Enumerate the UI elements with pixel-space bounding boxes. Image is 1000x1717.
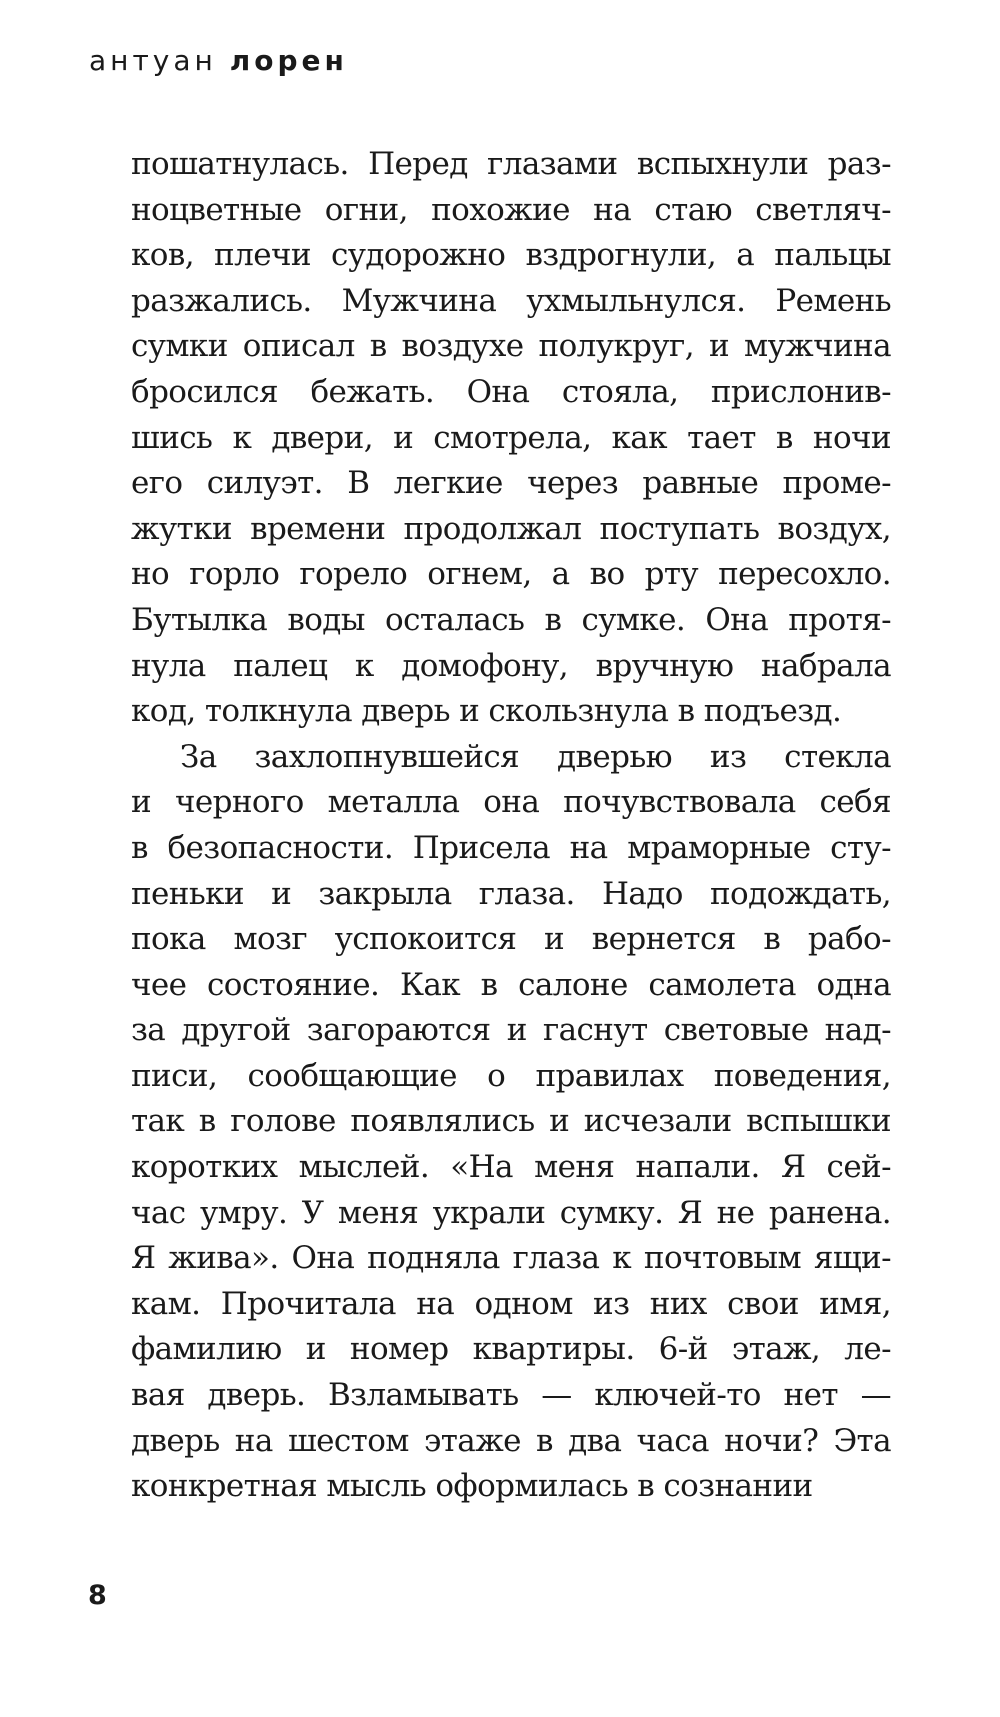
text-line: шись к двери, и смотрела, как тает в ночи <box>131 419 891 456</box>
text-line: писи, сообщающие о правилах поведения, <box>131 1057 891 1094</box>
author-last-name: лорен <box>229 44 348 77</box>
text-line: и черного металла она почувствовала себя <box>131 784 891 821</box>
running-header <box>89 44 348 77</box>
text-line: ноцветные огни, похожие на стаю светляч- <box>131 191 891 228</box>
text-line: пеньки и закрыла глаза. Надо подождать, <box>131 875 891 912</box>
page-number: 8 <box>88 1580 107 1611</box>
body-text <box>131 142 891 1510</box>
text-line: дверь на шестом этаже в два часа ночи? Эта <box>131 1422 891 1459</box>
text-line: Я жива». Она подняла глаза к почтовым ящи- <box>131 1240 891 1277</box>
text-line: коротких мыслей. «На меня напали. Я сей- <box>131 1149 891 1186</box>
text-line: жутки времени продолжал поступать воздух, <box>131 510 891 547</box>
text-line: код, толкнула дверь и скользнула в подъезд. <box>131 693 842 730</box>
text-line: фамилию и номер квартиры. 6-й этаж, ле- <box>131 1331 891 1368</box>
author-first-name: антуан <box>89 44 217 77</box>
text-line: пока мозг успокоится и вернется в рабо- <box>131 921 891 958</box>
text-line: кам. Прочитала на одном из них свои имя, <box>131 1285 891 1322</box>
text-line: разжались. Мужчина ухмыльнулся. Ремень <box>131 282 891 319</box>
text-line: за другой загораются и гаснут световые над- <box>131 1012 891 1049</box>
text-line: его силуэт. В легкие через равные проме- <box>131 465 891 502</box>
text-line: Бутылка воды осталась в сумке. Она протя- <box>131 601 891 638</box>
text-line: чее состояние. Как в салоне самолета одна <box>131 966 891 1003</box>
text-line: час умру. У меня украли сумку. Я не ранена. <box>131 1194 891 1231</box>
text-line: ков, плечи судорожно вздрогнули, а пальцы <box>131 237 891 274</box>
text-line: вая дверь. Взламывать — ключей-то нет — <box>131 1377 891 1414</box>
text-line: сумки описал в воздухе полукруг, и мужчина <box>131 328 891 365</box>
text-line: бросился бежать. Она стояла, прислонив- <box>131 373 891 410</box>
text-line: так в голове появлялись и исчезали вспышки <box>131 1103 891 1140</box>
text-line: но горло горело огнем, а во рту пересохло. <box>131 556 891 593</box>
text-line: в безопасности. Присела на мраморные сту- <box>131 829 891 866</box>
text-line: конкретная мысль оформилась в сознании <box>131 1468 813 1505</box>
text-line: нула палец к домофону, вручную набрала <box>131 647 891 684</box>
text-line: За захлопнувшейся дверью из стекла <box>180 738 891 775</box>
text-line: пошатнулась. Перед глазами вспыхнули раз- <box>131 146 891 182</box>
